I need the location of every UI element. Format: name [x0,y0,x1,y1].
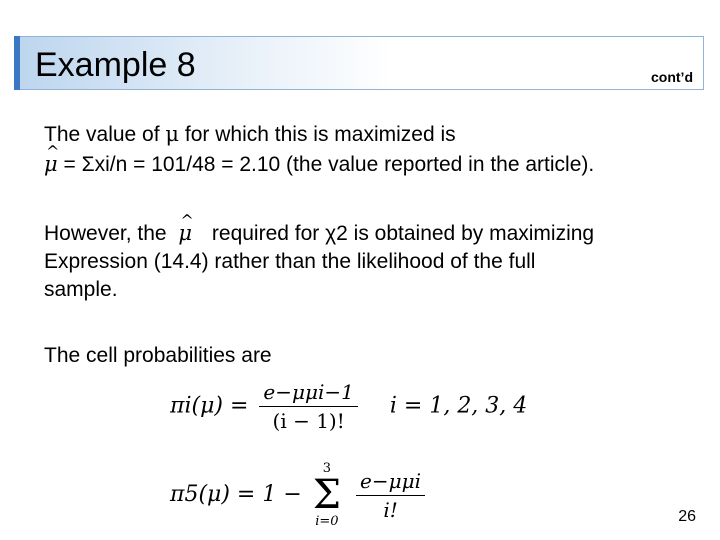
formula-2-fraction [356,469,425,522]
formula-1-fraction [259,380,357,433]
formula-1-lhs: πi(μ) [170,393,223,419]
formula-1-denominator: (i − 1)! [272,409,345,433]
formula-2-lhs: π5(μ) = 1 − [170,482,302,507]
p1-text-before: The value of [44,123,166,146]
sigma-symbol: Σ [312,472,342,518]
paragraph-2-line-2: Expression (14.4) rather than the likelihood of the full [44,250,536,273]
mu-symbol: μ [165,122,180,146]
formula-1-numerator: e−μμi−1 [259,380,357,407]
paragraph-1-line-2 [44,151,594,178]
paragraph-3: The cell probabilities are [44,344,272,367]
p2-text-before: However, the [44,222,173,245]
formula-pi-i: πi(μ) = $\frac{\text{e−μμi−1}}{(i - 1)!}$ i = 1, 2, 3, 4 [170,380,528,433]
formula-1-condition: i = 1, 2, 3, 4 [389,393,528,419]
sum-lower-limit: i=0 [315,514,339,529]
p2-text-after: required for χ2 is obtained by maximizing [206,222,595,245]
mu-hat-symbol: ^ μ [44,151,58,178]
paragraph-1-line-1 [44,121,456,148]
p1-line-2-text: = Σxi/n = 101/48 = 2.10 (the value reported in the article). [63,153,595,176]
title-bar [14,36,704,90]
paragraph-2-line-3: sample. [44,278,118,301]
sum-upper-limit: 3 [322,461,332,476]
p1-text-after: for which this is maximized is [179,123,456,146]
slide-title: Example 8 [35,46,196,84]
formula-2-denominator: i! [383,497,398,522]
mu-hat-symbol-2: ^ μ [178,220,192,247]
paragraph-2-line-1 [44,220,594,247]
page-number: 26 [678,508,696,525]
formula-pi-5 [170,462,429,528]
continued-label: cont’d [651,69,693,85]
formula-2-numerator: e−μμi [356,469,425,496]
summation [313,462,341,528]
